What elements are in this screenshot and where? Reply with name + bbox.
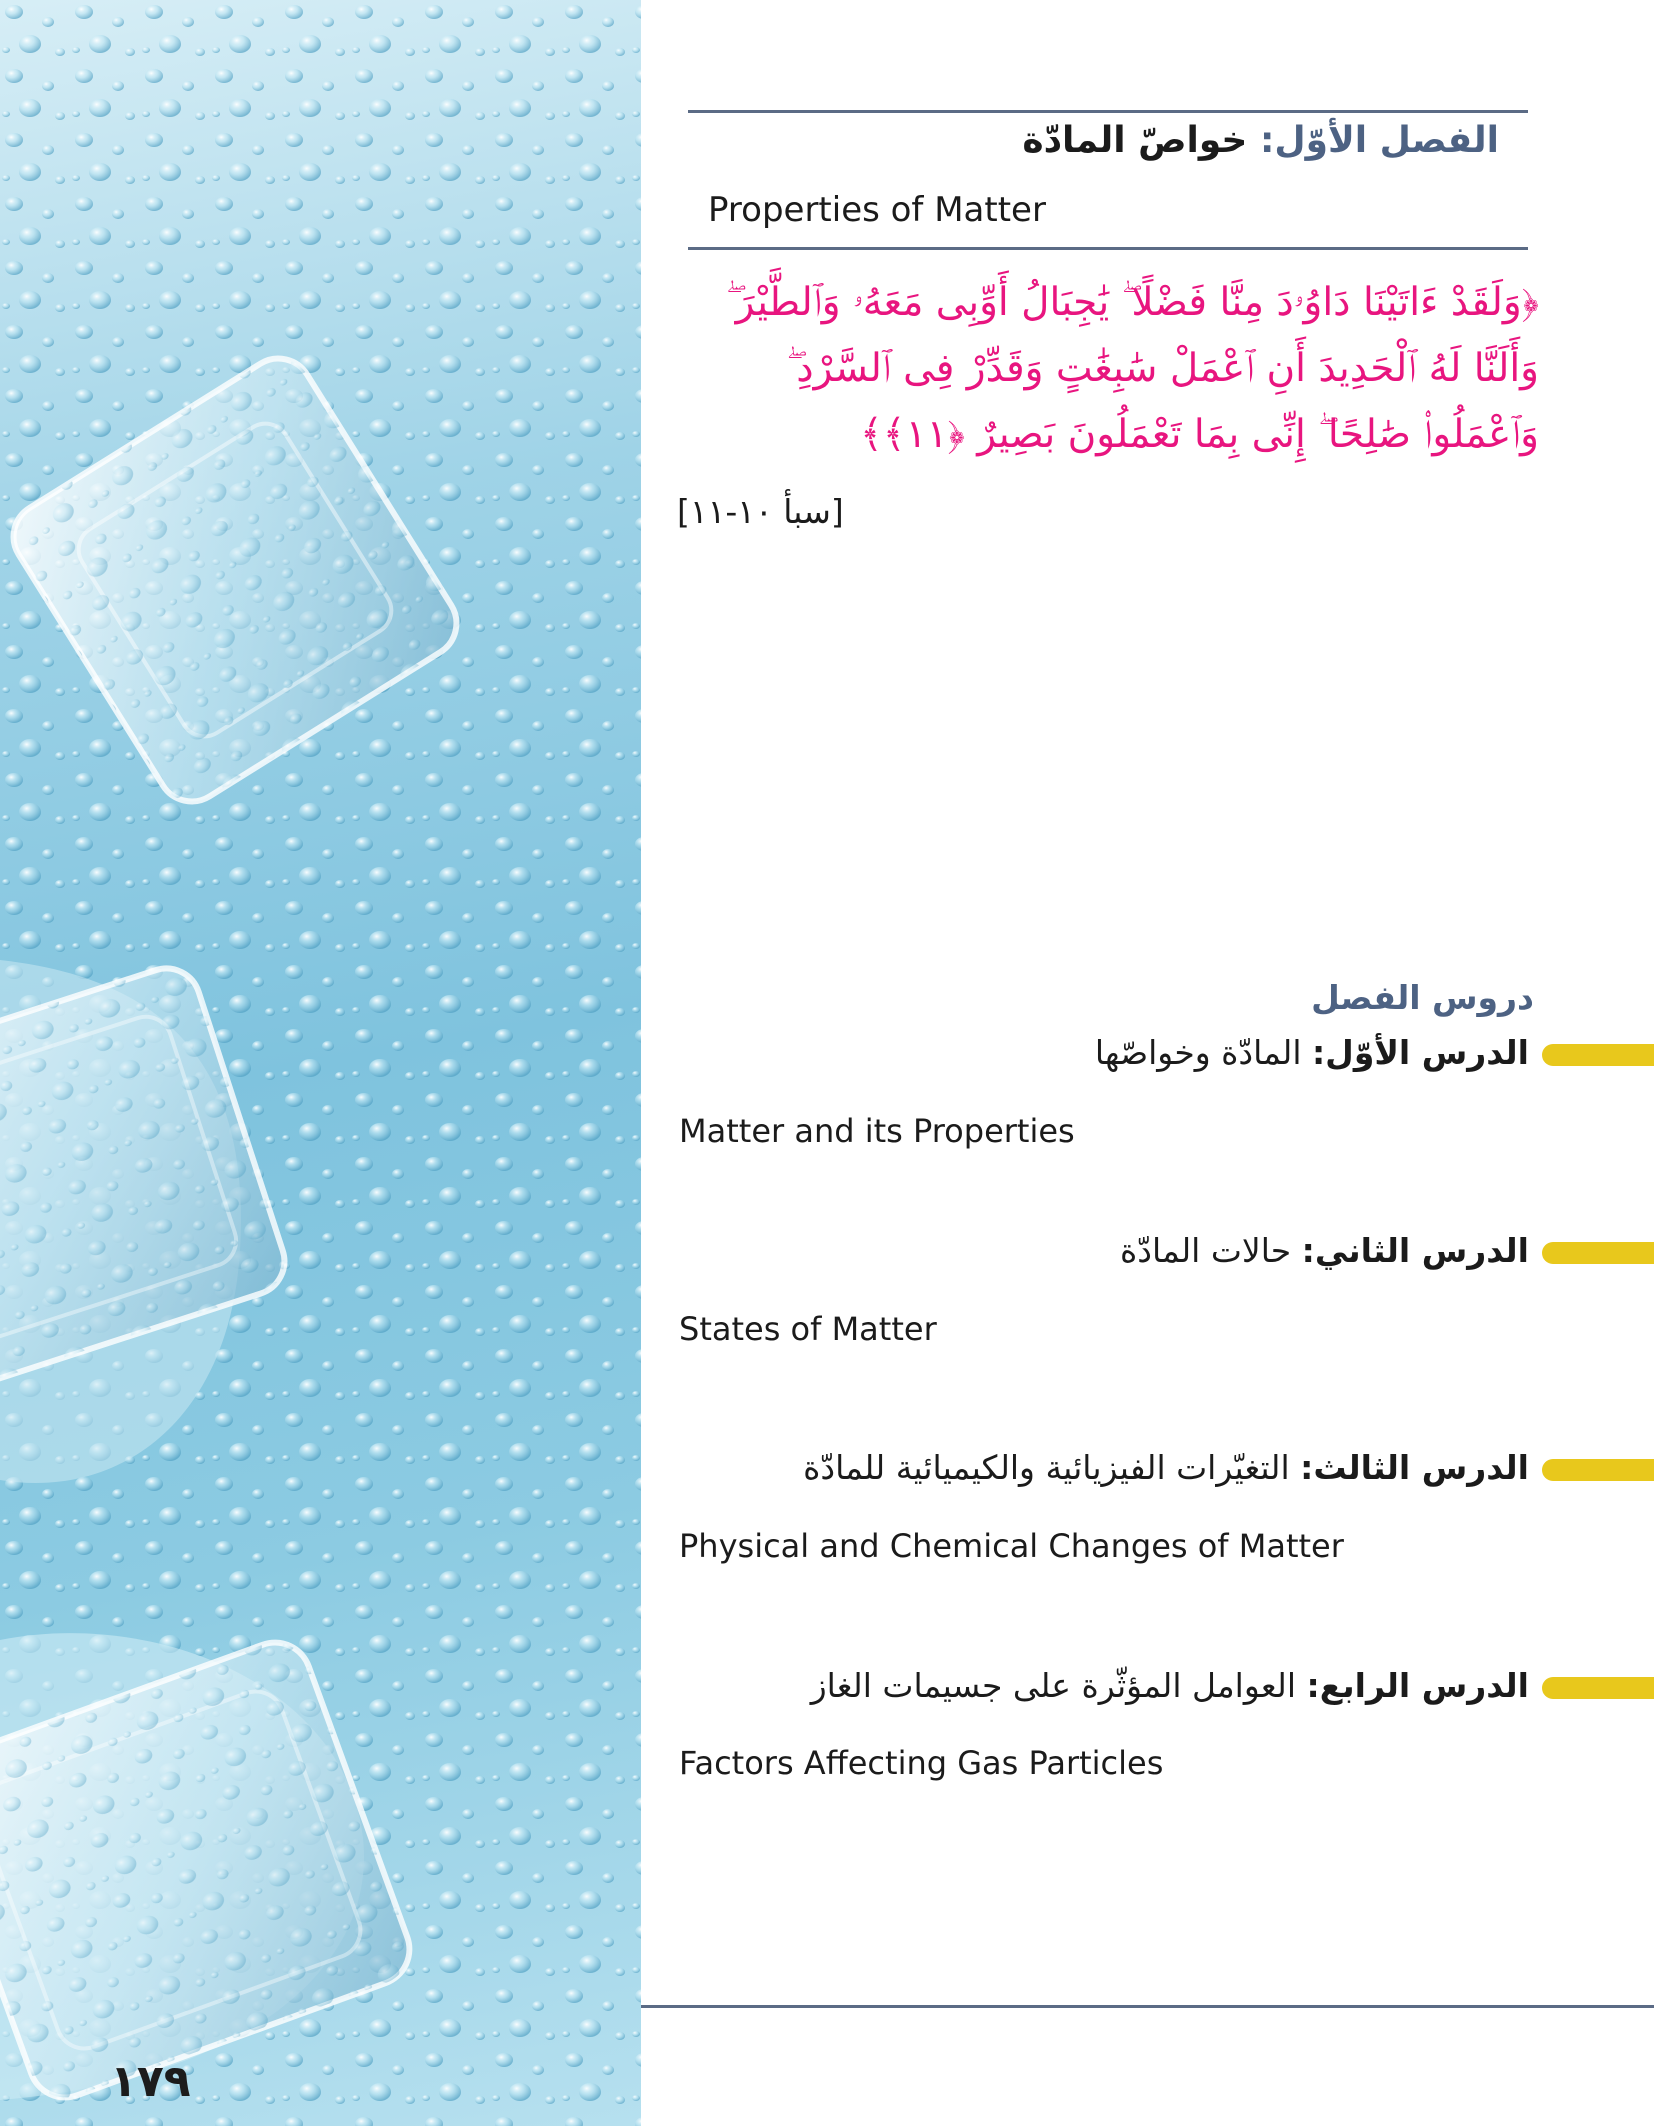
lesson-3-title-en: Physical and Chemical Changes of Matter	[679, 1527, 1344, 1565]
lesson-4-marker	[1542, 1677, 1654, 1699]
lesson-1-name: المادّة وخواصّها	[1094, 1033, 1302, 1072]
lesson-3-title-ar	[803, 1448, 1529, 1487]
lesson-1-marker	[1542, 1044, 1654, 1066]
lesson-2-title-en: States of Matter	[679, 1310, 937, 1348]
lesson-3-name: التغيّرات الفيزيائية والكيميائية للمادّة	[803, 1448, 1290, 1487]
footer-rule	[641, 2005, 1654, 2008]
lesson-1-label: الدرس الأوّل:	[1311, 1033, 1529, 1072]
lesson-4-title-en: Factors Affecting Gas Particles	[679, 1744, 1164, 1782]
lesson-2-name: حالات المادّة	[1120, 1231, 1292, 1270]
ice-cubes-illustration	[0, 0, 641, 2126]
lesson-3-label: الدرس الثالث:	[1300, 1448, 1529, 1487]
lesson-2-marker	[1542, 1242, 1654, 1264]
chapter-title-en: Properties of Matter	[708, 190, 1046, 230]
chapter-title	[1022, 120, 1499, 161]
lesson-1-title-ar	[1095, 1033, 1529, 1072]
quran-verse: ﴿وَلَقَدْ ءَاتَيْنَا دَاوُۥدَ مِنَّا فَضْلًا ۖ يَٰجِبَالُ أَوِّبِى مَعَهُۥ وَٱلطَّيْرَ ۖ وَأَلَنَّا لَهُ ٱلْحَدِيدَ أَنِ ٱعْمَلْ سَٰبِغَٰتٍ وَقَدِّرْ فِى ٱلسَّرْدِ ۖ وَٱعْمَلُوا۟ صَٰلِحًا ۖ إِنِّى بِمَا تَعْمَلُونَ بَصِيرٌ ﴿١١﴾﴾	[725, 280, 1539, 457]
header-bottom-rule	[688, 247, 1528, 250]
chapter-title-ar: خواصّ المادّة	[1022, 120, 1248, 161]
lesson-4-title-ar	[811, 1666, 1529, 1705]
verse-reference: [سبأ ١٠-١١]	[677, 492, 844, 531]
lesson-3-marker	[1542, 1459, 1654, 1481]
chapter-label: الفصل الأوّل:	[1259, 120, 1499, 161]
header-top-rule	[688, 110, 1528, 113]
lesson-2-label: الدرس الثاني:	[1301, 1231, 1529, 1270]
ice-cubes-photo	[0, 0, 641, 2126]
lessons-heading: دروس الفصل	[1311, 978, 1534, 1017]
page-number: ١٧٩	[110, 2056, 191, 2107]
lesson-4-name: العوامل المؤثّرة على جسيمات الغاز	[810, 1666, 1297, 1705]
lesson-4-label: الدرس الرابع:	[1306, 1666, 1529, 1705]
lesson-1-title-en: Matter and its Properties	[679, 1112, 1075, 1150]
lesson-2-title-ar	[1120, 1231, 1529, 1270]
